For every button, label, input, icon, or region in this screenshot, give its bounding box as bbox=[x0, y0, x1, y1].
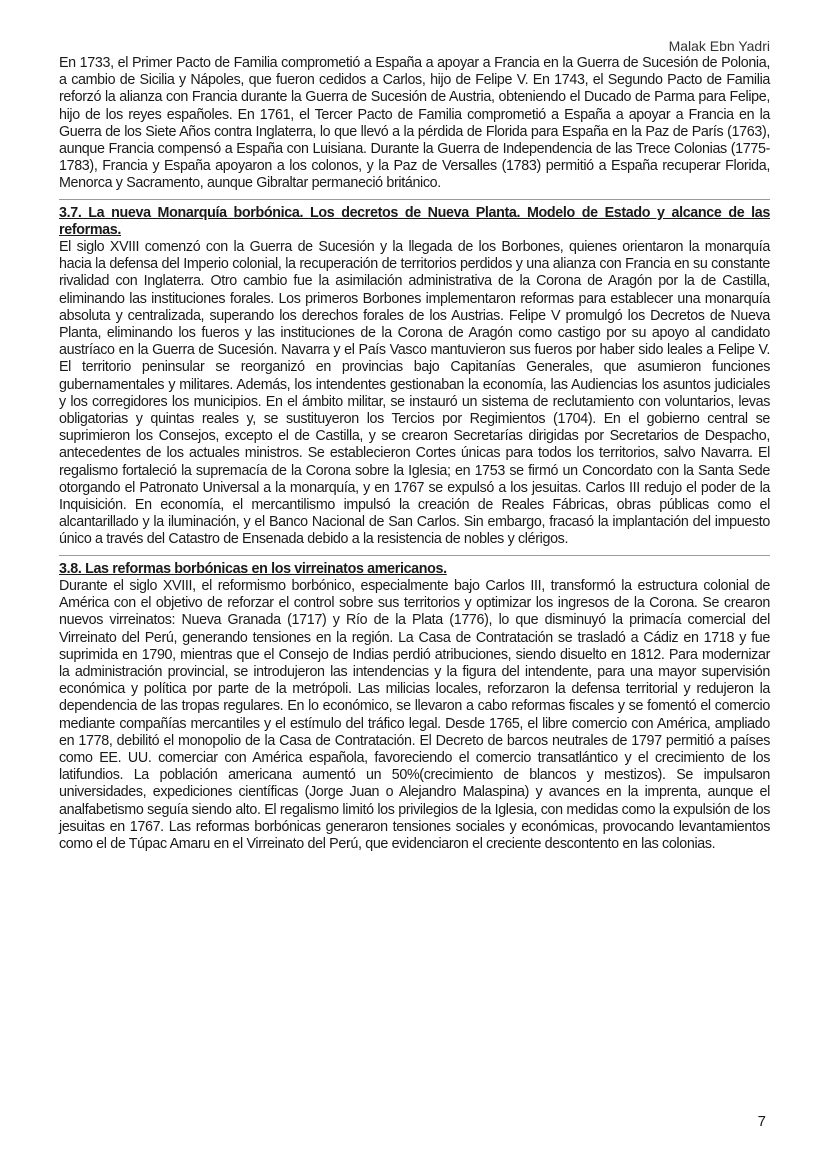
author-header: Malak Ebn Yadri bbox=[668, 38, 770, 54]
section-heading: 3.8. Las reformas borbónicas en los virreinatos americanos. bbox=[59, 560, 447, 577]
intro-paragraph: En 1733, el Primer Pacto de Familia comprometió a España a apoyar a Francia en la Guerra de Sucesión de Polonia, a cambio de Sicilia y Nápoles, que fueron cedidos a Carlos, hijo de Felipe V. En 1743, el Segundo Pacto de Familia reforzó la alianza con Francia durante la Guerra de Sucesión de Austria, obteniendo el Ducado de Parma para Felipe, hijo de los reyes españoles. En 1761, el Tercer Pacto de Familia comprometió a España a apoyar a Francia en la Guerra de los Siete Años contra Inglaterra, lo que llevó a la pérdida de Florida para España en la Paz de París (1763), aunque Francia compensó a España con Luisiana. Durante la Guerra de Independencia de las Trece Colonias (1775-1783), Francia y España apoyaron a los colonos, y la Paz de Versalles (1783) permitió a España recuperar Florida, Menorca y Sacramento, aunque Gibraltar permaneció británico. bbox=[59, 55, 770, 192]
section-divider bbox=[59, 199, 770, 200]
section-divider bbox=[59, 555, 770, 556]
section-3-8 bbox=[59, 561, 770, 853]
intro-section bbox=[59, 55, 770, 193]
section-body: Durante el siglo XVIII, el reformismo borbónico, especialmente bajo Carlos III, transformó la estructura colonial de América con el objetivo de reforzar el control sobre sus territorios y optimizar los ingresos de la Corona. Se crearon nuevos virreinatos: Nueva Granada (1717) y Río de la Plata (1776), lo que disminuyó la primacía comercial del Virreinato del Perú, generando tensiones en la región. La Casa de Contratación se trasladó a Cádiz en 1718 y fue suprimida en 1790, mientras que el Consejo de Indias perdió atribuciones, siendo disuelto en 1812. Para modernizar la administración provincial, se introdujeron las intendencias y la figura del intendente, para una mayor supervisión económica y política por parte de la metrópoli. Las milicias locales, reforzaron la defensa territorial y redujeron la dependencia de las tropas regulares. En lo económico, se llevaron a cabo reformas fiscales y se fomentó el comercio mediante compañías mercantiles y el estímulo del tráfico legal. Desde 1765, el libre comercio con América, ampliado en 1778, debilitó el monopolio de la Casa de Contratación. El Decreto de barcos neutrales de 1797 permitió a países como EE. UU. comerciar con América española, favoreciendo el comercio transatlántico y el crecimiento de los latifundios. La población americana aumentó un 50%(crecimiento de blancos y mestizos). Se impulsaron universidades, expediciones científicas (Jorge Juan o Alejandro Malaspina) y avances en la imprenta, aunque el analfabetismo seguía siendo alto. El regalismo limitó los privilegios de la Iglesia, con medidas como la expulsión de los jesuitas en 1767. Las reformas borbónicas generaron tensiones sociales y económicas, provocando levantamientos como el de Túpac Amaru en el Virreinato del Perú, que evidenciaron el creciente descontento en las colonias. bbox=[59, 577, 770, 852]
section-body: El siglo XVIII comenzó con la Guerra de Sucesión y la llegada de los Borbones, quienes orientaron la monarquía hacia la defensa del Imperio colonial, la recuperación de territorios perdidos y una alianza con Francia en su constante rivalidad con Inglaterra. Otro cambio fue la asimilación administrativa de la Corona de Aragón por la de Castilla, eliminando las instituciones forales. Los primeros Borbones implementaron reformas para establecer una monarquía absoluta y centralizada, superando los derechos forales de los Austrias. Felipe V promulgó los Decretos de Nueva Planta, eliminando los fueros y las instituciones de la Corona de Aragón como castigo por su apoyo al candidato austríaco en la Guerra de Sucesión. Navarra y el País Vasco mantuvieron sus fueros por haber sido leales a Felipe V. El territorio peninsular se reorganizó en provincias bajo Capitanías Generales, que asumieron funciones gubernamentales y militares. Además, los intendentes gestionaban la economía, las Audiencias los asuntos judiciales y los corregidores los municipios. En el ámbito militar, se instauró un sistema de reclutamiento con voluntarios, levas obligatorias y quintas reales y, se sustituyeron los Tercios por Regimientos (1704). En el gobierno central se suprimieron los Consejos, excepto el de Castilla, y se crearon Secretarías dirigidas por Secretarios de Despacho, antecedentes de los actuales ministros. Se establecieron Cortes únicas para todos los territorios, salvo Navarra. El regalismo fortaleció la supremacía de la Corona sobre la Iglesia; en 1753 se firmó un Concordato con la Santa Sede otorgando el Patronato Universal a la monarquía, y en 1767 se expulsó a los jesuitas. Carlos III redujo el poder de la Inquisición. En economía, el mercantilismo impulsó la creación de Reales Fábricas, obras públicas como el alcantarillado y la iluminación, y el Banco Nacional de San Carlos. Sin embargo, fracasó la implantación del impuesto único a través del Catastro de Ensenada debido a la resistencia de nobles y clérigos. bbox=[59, 239, 770, 548]
section-3-7 bbox=[59, 205, 770, 549]
page-number: 7 bbox=[757, 1113, 766, 1130]
section-heading: 3.7. La nueva Monarquía borbónica. Los decretos de Nueva Planta. Modelo de Estado y alcance de las reformas. bbox=[59, 204, 770, 238]
